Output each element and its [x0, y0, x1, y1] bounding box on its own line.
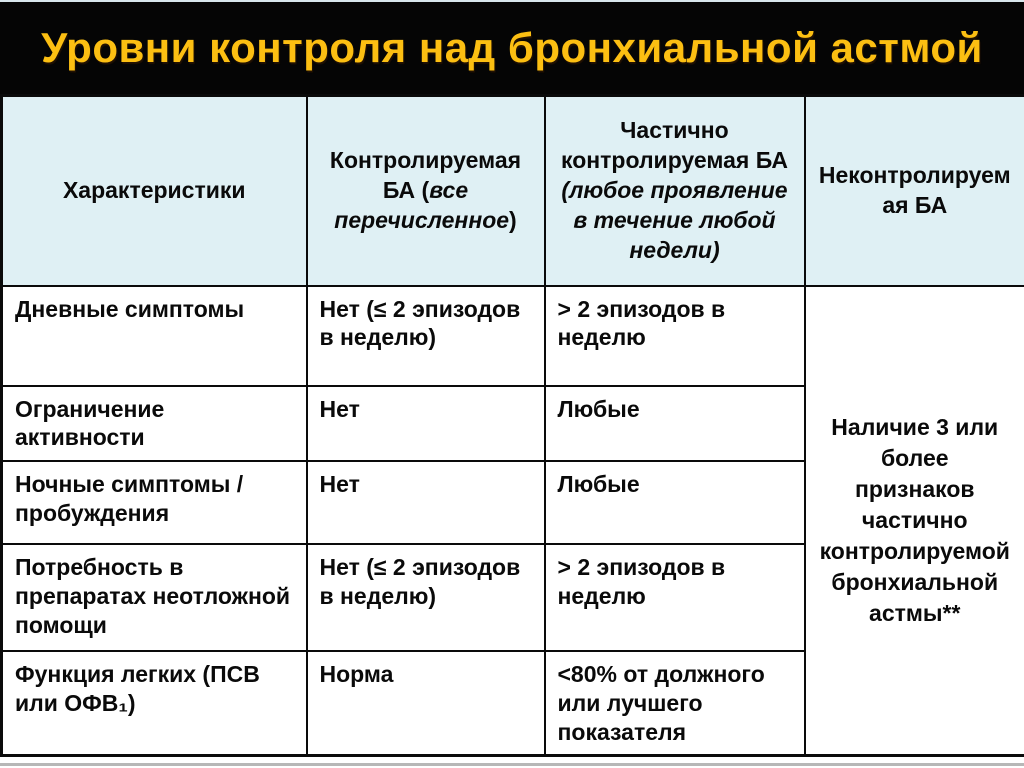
- cell-controlled: Нет: [307, 386, 545, 462]
- cell-partly: Любые: [545, 386, 805, 462]
- header-controlled: [307, 96, 545, 286]
- header-controlled-italic: все перечисленное: [334, 176, 510, 233]
- cell-controlled: Нет: [307, 461, 545, 544]
- cell-partly: <80% от должного или лучшего показателя: [545, 651, 805, 756]
- header-uncontrolled: [805, 96, 1024, 286]
- cell-controlled: Норма: [307, 651, 545, 756]
- header-row: [2, 96, 1024, 286]
- slide-title: Уровни контроля над бронхиальной астмой: [41, 24, 983, 71]
- header-controlled-main: Контролируемая БА (: [329, 146, 522, 203]
- table-body: [2, 286, 1024, 756]
- cell-characteristic: Ночные симптомы / пробуждения: [2, 461, 307, 544]
- header-partly-main: Частично контролируемая БА: [561, 117, 788, 173]
- title-band: [0, 0, 1024, 94]
- cell-controlled: Нет (≤ 2 эпизодов в неделю): [307, 286, 545, 386]
- slide-edge-line: [0, 763, 1024, 766]
- table-header: [2, 96, 1024, 286]
- cell-controlled: Нет (≤ 2 эпизодов в неделю): [307, 544, 545, 651]
- cell-partly: > 2 эпизодов в неделю: [545, 286, 805, 386]
- header-partly-controlled: [545, 96, 805, 286]
- cell-characteristic: Ограничение активности: [2, 386, 307, 462]
- cell-characteristic: Дневные симптомы: [2, 286, 307, 386]
- header-uncontrolled-label: Неконтролируемая БА: [818, 161, 1011, 218]
- asthma-control-table: [0, 94, 1024, 757]
- table-row: [2, 286, 1024, 386]
- header-controlled-close: ): [509, 206, 517, 233]
- header-characteristics: [2, 96, 307, 286]
- cell-uncontrolled-span: Наличие 3 или более признаков частично контролируемой бронхиальной астмы**: [805, 286, 1024, 756]
- cell-partly: > 2 эпизодов в неделю: [545, 544, 805, 651]
- header-partly-italic: (любое проявление в течение любой недели): [561, 176, 788, 263]
- header-characteristics-label: Характеристики: [62, 176, 246, 203]
- cell-characteristic: Потребность в препаратах неотложной помощи: [2, 544, 307, 651]
- cell-characteristic: Функция легких (ПСВ или ОФВ₁): [2, 651, 307, 756]
- cell-partly: Любые: [545, 461, 805, 544]
